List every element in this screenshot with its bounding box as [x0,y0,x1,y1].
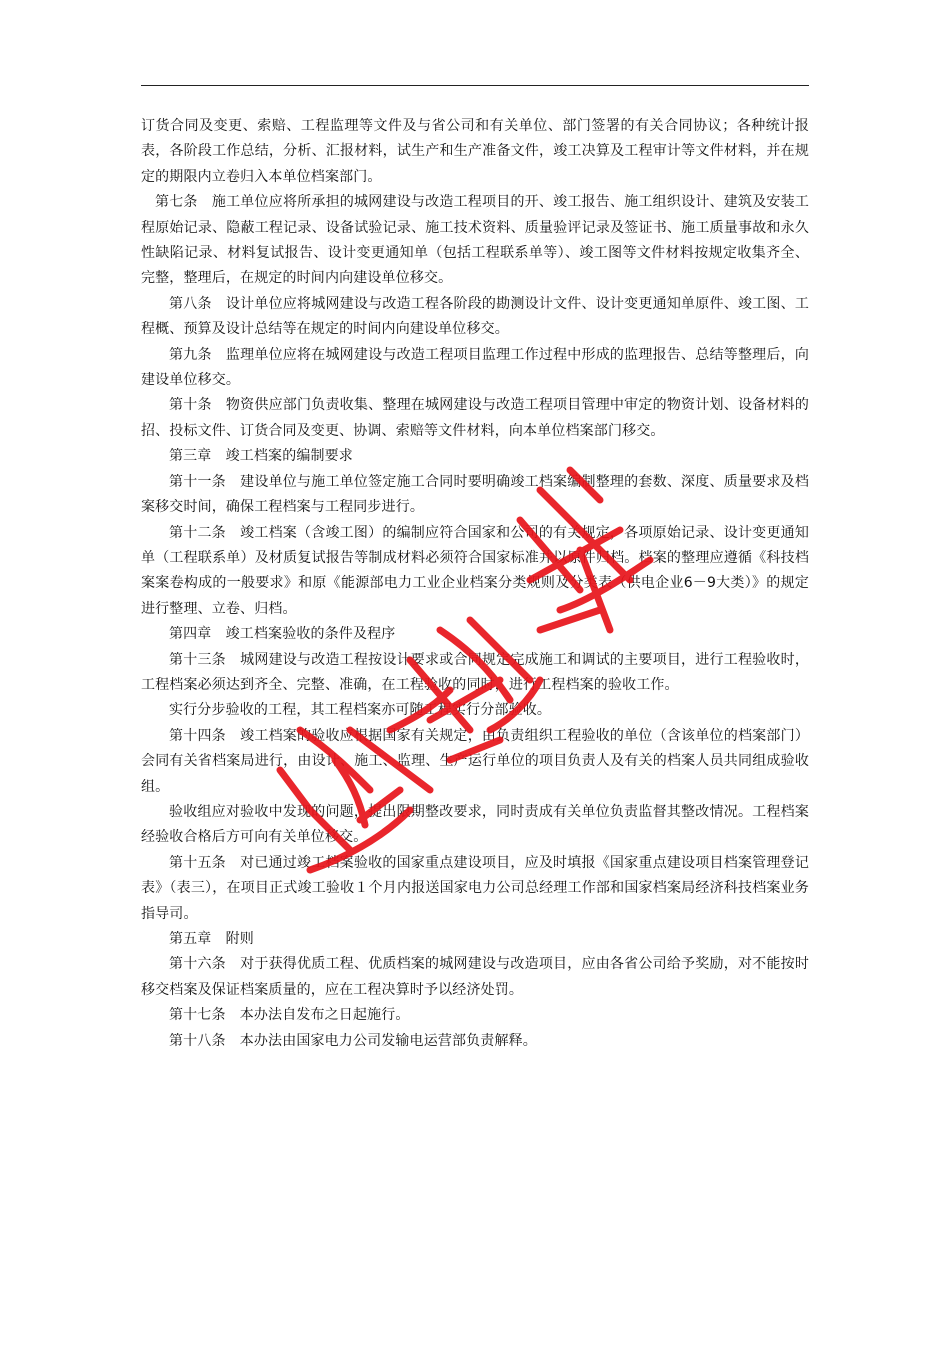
article-8: 第八条 设计单位应将城网建设与改造工程各阶段的勘测设计文件、设计变更通知单原件、竣工图、工程概、预算及设计总结等在规定的时间内向建设单位移交。 [141,295,809,338]
chapter-4-heading: 第四章 竣工档案验收的条件及程序 [169,626,396,643]
article-13: 第十三条 城网建设与改造工程按设计要求或合同规定完成施工和调试的主要项目，进行工程验收时，工程档案必须达到齐全、完整、准确，在工程验收的同时，进行工程档案的验收工作。 [141,651,809,693]
document-body [141,114,809,1054]
article-16: 第十六条 对于获得优质工程、优质档案的城网建设与改造项目，应由各省公司给予奖励，对不能按时移交档案及保证档案质量的，应在工程决算时予以经济处罚。 [141,956,809,998]
article-12: 第十二条 竣工档案（含竣工图）的编制应符合国家和公司的有关规定，各项原始记录、设计变更通知单（工程联系单）及材质复试报告等制成材料必须符合国家标准并以原件归档。档案的整理应遵循《科技档案案卷构成的一般要求》和原《能源部电力工业企业档案分类规则及分类表（供电企业6－9大类）》的规定进行整理、立卷、归档。 [141,524,809,617]
article-15: 第十五条 对已通过竣工档案验收的国家重点建设项目，应及时填报《国家重点建设项目档案管理登记表》（表三），在项目正式竣工验收１个月内报送国家电力公司总经理工作部和国家档案局经济科技档案业务指导司。 [141,854,809,922]
article-14-note: 验收组应对验收中发现的问题，提出限期整改要求，同时责成有关单位负责监督其整改情况。工程档案经验收合格后方可向有关单位移交。 [141,803,809,846]
article-17: 第十七条 本办法自发布之日起施行。 [169,1007,410,1024]
article-7: 第七条 施工单位应将所承担的城网建设与改造工程项目的开、竣工报告、施工组织设计、建筑及安装工程原始记录、隐蔽工程记录、设备试验记录、施工技术资料、质量验评记录及签证书、施工质量事故和永久性缺陷记录、材料复试报告、设计变更通知单（包括工程联系单等）、竣工图等文件材料按规定收集齐全、完整，整理后，在规定的时间内向建设单位移交。 [141,194,809,287]
header-rule [141,85,809,86]
article-14: 第十四条 竣工档案的验收应根据国家有关规定，由负责组织工程验收的单位（含该单位的档案部门）会同有关省档案局进行，由设计、施工、监理、生产运行单位的项目负责人及有关的档案人员共同组成验收组。 [141,727,809,795]
paragraph-continuation: 订货合同及变更、索赔、工程监理等文件及与省公司和有关单位、部门签署的有关合同协议；各种统计报表，各阶段工作总结，分析、汇报材料，试生产和生产准备文件，竣工决算及工程审计等文件材料，并在规定的期限内立卷归入本单位档案部门。 [141,118,809,185]
article-10: 第十条 物资供应部门负责收集、整理在城网建设与改造工程项目管理中审定的物资计划、设备材料的招、投标文件、订货合同及变更、协调、索赔等文件材料，向本单位档案部门移交。 [141,397,809,439]
article-13-note: 实行分步验收的工程，其工程档案亦可随工程实行分部验收。 [169,702,552,719]
chapter-3-heading: 第三章 竣工档案的编制要求 [169,448,353,465]
chapter-5-heading: 第五章 附则 [169,931,254,947]
article-18: 第十八条 本办法由国家电力公司发输电运营部负责解释。 [169,1032,537,1049]
article-11: 第十一条 建设单位与施工单位签定施工合同时要明确竣工档案编制整理的套数、深度、质量要求及档案移交时间，确保工程档案与工程同步进行。 [141,473,809,516]
article-9: 第九条 监理单位应将在城网建设与改造工程项目监理工作过程中形成的监理报告、总结等整理后，向建设单位移交。 [141,346,809,389]
